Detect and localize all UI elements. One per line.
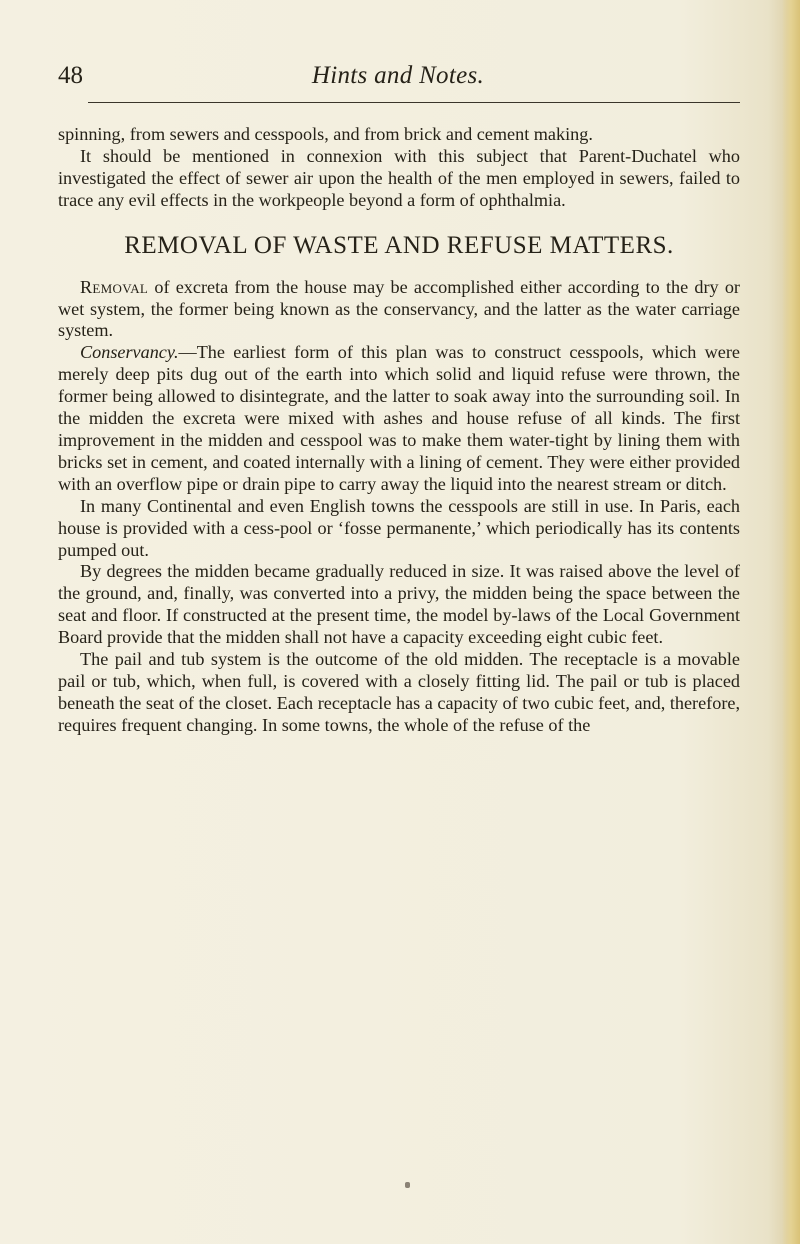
- section-title: REMOVAL OF WASTE AND REFUSE MATTERS.: [124, 231, 674, 259]
- paragraph-removal-text: of excreta from the house may be accomplished either according to the dry or wet system, the former being known as the conservancy, and the latter as the water carriage system.: [58, 276, 740, 341]
- paragraph-intro: spinning, from sewers and cesspools, and from brick and cement making.: [58, 124, 593, 144]
- paragraph-parent-duchatel: It should be mentioned in connexion with this subject that Parent-Duchatel who investigated the effect of sewer air upon the health of the men employed in sewers, failed to trace any evil effects in the workpeople beyond a form of ophthalmia.: [58, 145, 740, 210]
- paragraph-degrees: By degrees the midden became gradually reduced in size. It was raised above the level of the ground, and, finally, was converted into a privy, the midden being the space between the seat and floor. If constructed at the present time, the model by-laws of the Local Government Board provide that the midden shall not have a capacity exceeding eight cubic feet.: [58, 561, 740, 648]
- paragraph-continental: In many Continental and even English towns the cesspools are still in use. In Paris, each house is provided with a cess-pool or ‘fosse permanente,’ which periodically has its contents pumped out.: [58, 495, 740, 560]
- page-edge: [782, 0, 800, 1244]
- lead-word-conservancy: Conservancy.: [80, 342, 179, 363]
- page-number: 48: [58, 62, 83, 89]
- page-body: [58, 124, 740, 737]
- running-title: Hints and Notes.: [311, 62, 485, 89]
- lead-word-removal: Removal: [80, 276, 149, 297]
- page-header: [58, 62, 738, 98]
- paragraph-pail-and-tub: The pail and tub system is the outcome of the old midden. The receptacle is a movable pail or tub, which, when full, is covered with a closely fitting lid. The pail or tub is placed beneath the seat of the closet. Each receptacle has a capacity of two cubic feet, and, therefore, requires frequent changing. In some towns, the whole of the refuse of the: [58, 649, 740, 735]
- ink-spot: [405, 1182, 410, 1188]
- paragraph-conservancy-text: —The earliest form of this plan was to construct cesspools, which were merely deep pits dug out of the earth into which solid and liquid refuse were thrown, the former being allowed to disintegrate, and the latter to soak away into the surrounding soil. In the midden the excreta were mixed with ashes and house refuse of all kinds. The first improvement in the midden and cesspool was to make them water-tight by lining them with bricks set in cement, and coated internally with a lining of cement. They were either provided with an overflow pipe or drain pipe to carry away the liquid into the nearest stream or ditch.: [58, 342, 740, 494]
- header-rule: [88, 102, 740, 103]
- paragraph-removal: [58, 277, 740, 343]
- paragraph-conservancy: [58, 342, 740, 495]
